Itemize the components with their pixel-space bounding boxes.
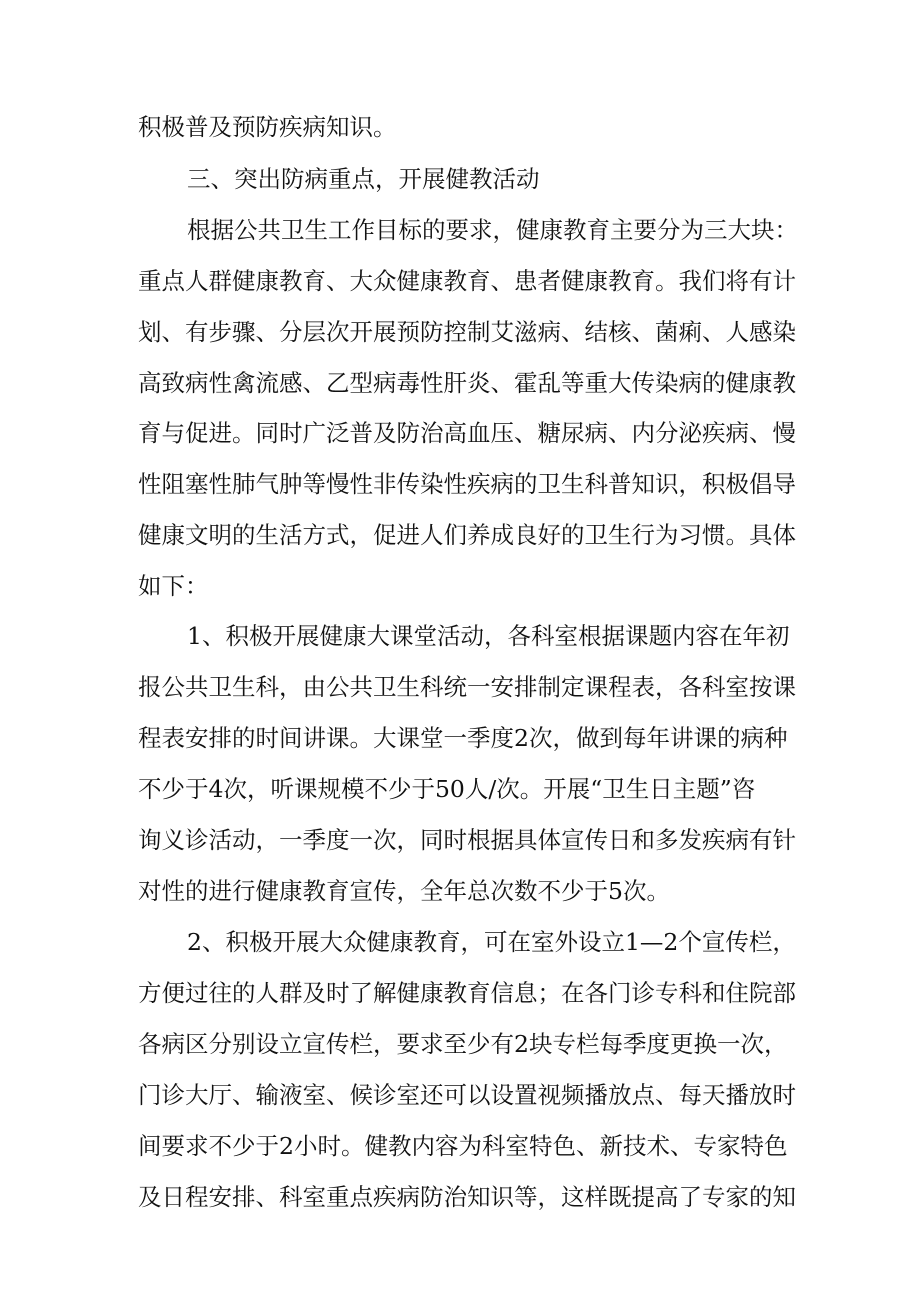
text-line: 划、有步骤、分层次开展预防控制艾滋病、结核、菌痢、人感染	[138, 318, 796, 346]
text-line: 对性的进行健康教育宣传，全年总次数不少于5次。	[138, 877, 670, 905]
text-line: 报公共卫生科，由公共卫生科统一安排制定课程表，各科室按课	[138, 673, 796, 701]
text-line: 方便过往的人群及时了解健康教育信息；在各门诊专科和住院部	[138, 979, 796, 1007]
text-line: 程表安排的时间讲课。大课堂一季度2次，做到每年讲课的病种	[138, 724, 788, 752]
text-line: 各病区分别设立宣传栏，要求至少有2块专栏每季度更换一次，	[138, 1030, 788, 1058]
text-line: 不少于4次，听课规模不少于50人/次。开展“卫生日主题”咨	[138, 775, 756, 803]
text-line: 积极普及预防疾病知识。	[138, 113, 397, 141]
text-line: 健康文明的生活方式，促进人们养成良好的卫生行为习惯。具体	[138, 521, 796, 549]
section-heading: 三、突出防病重点，开展健教活动	[187, 165, 540, 193]
text-line: 询义诊活动，一季度一次，同时根据具体宣传日和多发疾病有针	[138, 826, 796, 854]
text-line: 根据公共卫生工作目标的要求，健康教育主要分为三大块：	[187, 216, 798, 244]
text-line: 性阻塞性肺气肿等慢性非传染性疾病的卫生科普知识，积极倡导	[138, 470, 796, 498]
text-line: 1、积极开展健康大课堂活动，各科室根据课题内容在年初	[187, 622, 790, 650]
text-line: 间要求不少于2小时。健教内容为科室特色、新技术、专家特色	[138, 1132, 788, 1160]
text-line: 重点人群健康教育、大众健康教育、患者健康教育。我们将有计	[138, 267, 796, 295]
text-line: 高致病性禽流感、乙型病毒性肝炎、霍乱等重大传染病的健康教	[138, 369, 796, 397]
text-line: 如下：	[138, 572, 209, 600]
text-line: 门诊大厅、输液室、候诊室还可以设置视频播放点、每天播放时	[138, 1081, 796, 1109]
text-line: 及日程安排、科室重点疾病防治知识等，这样既提高了专家的知	[138, 1183, 796, 1211]
text-line: 育与促进。同时广泛普及防治高血压、糖尿病、内分泌疾病、慢	[138, 419, 796, 447]
text-line: 2、积极开展大众健康教育，可在室外设立1—2个宣传栏，	[187, 928, 796, 956]
